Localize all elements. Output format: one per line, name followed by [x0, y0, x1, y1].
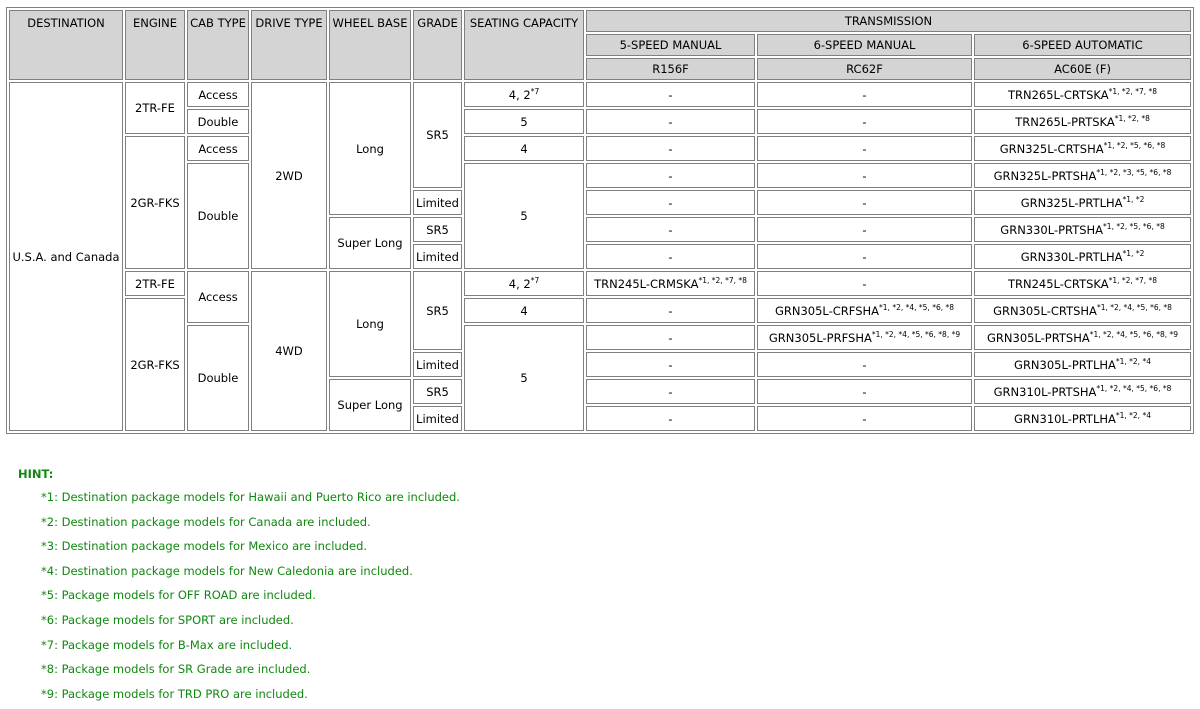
model-code: - [668, 168, 673, 183]
model-cell [757, 352, 972, 377]
seating-value: 4 [520, 303, 528, 318]
header-grade: GRADE [413, 10, 462, 80]
model-cell [974, 325, 1191, 350]
footnote-ref: *1, *2, *7, *8 [1108, 86, 1158, 96]
model-code: TRN265L-PRTSKA [1015, 114, 1115, 129]
grade-cell: Limited [413, 352, 462, 377]
engine-cell: 2GR-FKS [125, 136, 185, 269]
hint-line: *3: Destination package models for Mexico are included. [41, 539, 368, 554]
hint-line: *2: Destination package models for Canada are included. [41, 514, 371, 529]
model-code: TRN245L-CRMSKA [594, 276, 699, 291]
wheel-base-cell: Long [329, 82, 411, 215]
seating-cell [464, 271, 584, 296]
model-cell [586, 136, 755, 161]
seating-cell [464, 325, 584, 431]
model-cell [974, 190, 1191, 215]
model-cell [586, 406, 755, 431]
header-code-ac60e: AC60E (F) [974, 58, 1191, 80]
model-code: - [862, 357, 867, 372]
header-wheel-base: WHEEL BASE [329, 10, 411, 80]
seating-cell [464, 109, 584, 134]
seating-cell [464, 298, 584, 323]
model-code: - [668, 303, 673, 318]
hint-line: *8: Package models for SR Grade are included. [41, 662, 311, 677]
cab-type-cell: Access [187, 271, 249, 323]
engine-cell: 2TR-FE [125, 82, 185, 134]
table-row [9, 325, 1191, 350]
model-code: TRN265L-CRTSKA [1007, 87, 1109, 102]
model-code: GRN330L-PRTLHA [1020, 249, 1123, 264]
model-cell [757, 298, 972, 323]
seating-value: 5 [520, 114, 528, 129]
model-cell [974, 298, 1191, 323]
model-code: - [862, 87, 867, 102]
footnote-ref: *1, *2, *4, *5, *6, *8 [1096, 302, 1172, 312]
header-seating-capacity: SEATING CAPACITY [464, 10, 584, 80]
model-code: - [862, 141, 867, 156]
model-cell [974, 379, 1191, 404]
model-code: - [668, 330, 673, 345]
model-code: - [862, 114, 867, 129]
footnote-ref: *1, *2 [1122, 194, 1145, 204]
model-code: GRN325L-PRTSHA [993, 168, 1097, 183]
model-cell [757, 325, 972, 350]
header-code-rc62f: RC62F [757, 58, 972, 80]
drive-type-cell: 4WD [251, 271, 327, 431]
cab-type-cell: Access [187, 82, 249, 107]
model-code: GRN305L-PRFSHA [768, 330, 872, 345]
model-cell [586, 271, 755, 296]
footnote-ref: *1, *2, *3, *5, *6, *8 [1096, 167, 1172, 177]
model-cell [974, 352, 1191, 377]
model-code: - [668, 249, 673, 264]
hint-title: HINT: [18, 467, 54, 481]
model-cell [974, 82, 1191, 107]
model-cell [974, 217, 1191, 242]
footnote-ref: *7 [530, 275, 540, 285]
grade-cell: SR5 [413, 379, 462, 404]
hint-section [18, 467, 460, 709]
model-cell [757, 82, 972, 107]
footnote-ref: *1, *2, *4, *5, *6, *8, *9 [871, 329, 961, 339]
hint-line: *6: Package models for SPORT are included. [41, 612, 294, 627]
seating-value: 4, 2 [508, 276, 531, 291]
model-code: GRN310L-PRTLHA [1014, 411, 1116, 426]
model-cell [586, 352, 755, 377]
wheel-base-cell: Long [329, 271, 411, 377]
grade-cell: Limited [413, 190, 462, 215]
seating-value: 4 [520, 141, 528, 156]
header-6-speed-manual: 6-SPEED MANUAL [757, 34, 972, 56]
table-row [9, 109, 1191, 134]
model-code: - [668, 357, 673, 372]
model-code: - [668, 195, 673, 210]
footnote-ref: *1, *2, *8 [1114, 113, 1150, 123]
hint-line: *5: Package models for OFF ROAD are included. [41, 588, 316, 603]
seating-cell [464, 163, 584, 269]
destination-cell: U.S.A. and Canada [9, 82, 123, 431]
engine-cell: 2TR-FE [125, 271, 185, 296]
footnote-ref: *1, *2, *4, *5, *6, *8 [879, 302, 955, 312]
header-code-r156f: R156F [586, 58, 755, 80]
model-cell [757, 109, 972, 134]
seating-value: 4, 2 [508, 87, 531, 102]
model-code: - [862, 384, 867, 399]
footnote-ref: *1, *2, *7, *8 [1108, 275, 1158, 285]
footnote-ref: *1, *2, *4 [1115, 410, 1151, 420]
model-code: - [862, 195, 867, 210]
model-cell [757, 271, 972, 296]
footnote-ref: *1, *2, *4 [1115, 356, 1151, 366]
model-cell [974, 271, 1191, 296]
header-destination: DESTINATION [9, 10, 123, 80]
header-drive-type: DRIVE TYPE [251, 10, 327, 80]
model-code: GRN325L-PRTLHA [1020, 195, 1123, 210]
model-code: GRN305L-CRTSHA [993, 303, 1097, 318]
model-cell [586, 244, 755, 269]
seating-value: 5 [520, 209, 528, 223]
model-code: GRN305L-CRFSHA [774, 303, 880, 318]
model-cell [974, 406, 1191, 431]
table-row [9, 163, 1191, 188]
wheel-base-cell: Super Long [329, 217, 411, 269]
model-code: GRN330L-PRTSHA [1000, 222, 1104, 237]
model-cell [586, 379, 755, 404]
model-code: - [668, 114, 673, 129]
model-cell [586, 163, 755, 188]
drive-type-cell: 2WD [251, 82, 327, 269]
model-cell [586, 298, 755, 323]
footnote-ref: *1, *2, *5, *6, *8 [1103, 140, 1166, 150]
model-code-table [6, 7, 1194, 434]
model-cell [974, 244, 1191, 269]
model-code: GRN310L-PRTSHA [993, 384, 1097, 399]
model-code: - [862, 411, 867, 426]
table-row [9, 82, 1191, 107]
seating-cell [464, 82, 584, 107]
wheel-base-cell: Super Long [329, 379, 411, 431]
model-cell [757, 379, 972, 404]
model-cell [757, 217, 972, 242]
hint-line: *9: Package models for TRD PRO are included. [41, 686, 308, 701]
engine-cell: 2GR-FKS [125, 298, 185, 431]
footnote-ref: *7 [530, 86, 540, 96]
hint-line: *1: Destination package models for Hawaii and Puerto Rico are included. [41, 490, 460, 504]
model-code: - [668, 411, 673, 426]
model-cell [974, 109, 1191, 134]
header-6-speed-automatic: 6-SPEED AUTOMATIC [974, 34, 1191, 56]
header-5-speed-manual: 5-SPEED MANUAL [586, 34, 755, 56]
model-cell [757, 163, 972, 188]
model-cell [974, 163, 1191, 188]
model-code: GRN325L-CRTSHA [999, 141, 1104, 156]
model-code: - [862, 168, 867, 183]
cab-type-cell: Double [187, 325, 249, 431]
model-code: - [668, 141, 673, 156]
footnote-ref: *1, *2 [1122, 248, 1145, 258]
model-cell [586, 190, 755, 215]
model-cell [586, 325, 755, 350]
model-code: - [668, 222, 673, 237]
header-transmission: TRANSMISSION [586, 10, 1191, 32]
model-cell [586, 82, 755, 107]
model-code: - [862, 249, 867, 264]
model-cell [974, 136, 1191, 161]
grade-cell: SR5 [413, 271, 462, 350]
model-code: GRN305L-PRTLHA [1014, 357, 1116, 372]
footnote-ref: *1, *2, *4, *5, *6, *8, *9 [1089, 329, 1179, 339]
model-cell [757, 406, 972, 431]
model-code: - [862, 222, 867, 237]
model-code: TRN245L-CRTSKA [1007, 276, 1109, 291]
model-cell [586, 109, 755, 134]
hint-line: *4: Destination package models for New Caledonia are included. [41, 563, 413, 578]
seating-value: 5 [520, 371, 528, 385]
model-code: - [668, 87, 673, 102]
cab-type-cell: Double [187, 163, 249, 269]
grade-cell: SR5 [413, 217, 462, 242]
footnote-ref: *1, *2, *5, *6, *8 [1103, 221, 1165, 231]
model-cell [586, 217, 755, 242]
model-code: - [668, 384, 673, 399]
hint-line: *7: Package models for B-Max are included. [41, 637, 293, 652]
cab-type-cell: Double [187, 109, 249, 134]
cab-type-cell: Access [187, 136, 249, 161]
model-cell [757, 136, 972, 161]
model-code: GRN305L-PRTSHA [987, 330, 1090, 345]
footnote-ref: *1, *2, *7, *8 [698, 275, 747, 285]
footnote-ref: *1, *2, *4, *5, *6, *8 [1096, 383, 1172, 393]
grade-cell: Limited [413, 244, 462, 269]
grade-cell: Limited [413, 406, 462, 431]
header-cab-type: CAB TYPE [187, 10, 249, 80]
header-engine: ENGINE [125, 10, 185, 80]
table-row [9, 271, 1191, 296]
table-row [9, 136, 1191, 161]
model-cell [757, 190, 972, 215]
model-code: - [862, 276, 867, 291]
grade-cell: SR5 [413, 82, 462, 188]
seating-cell [464, 136, 584, 161]
model-cell [757, 244, 972, 269]
